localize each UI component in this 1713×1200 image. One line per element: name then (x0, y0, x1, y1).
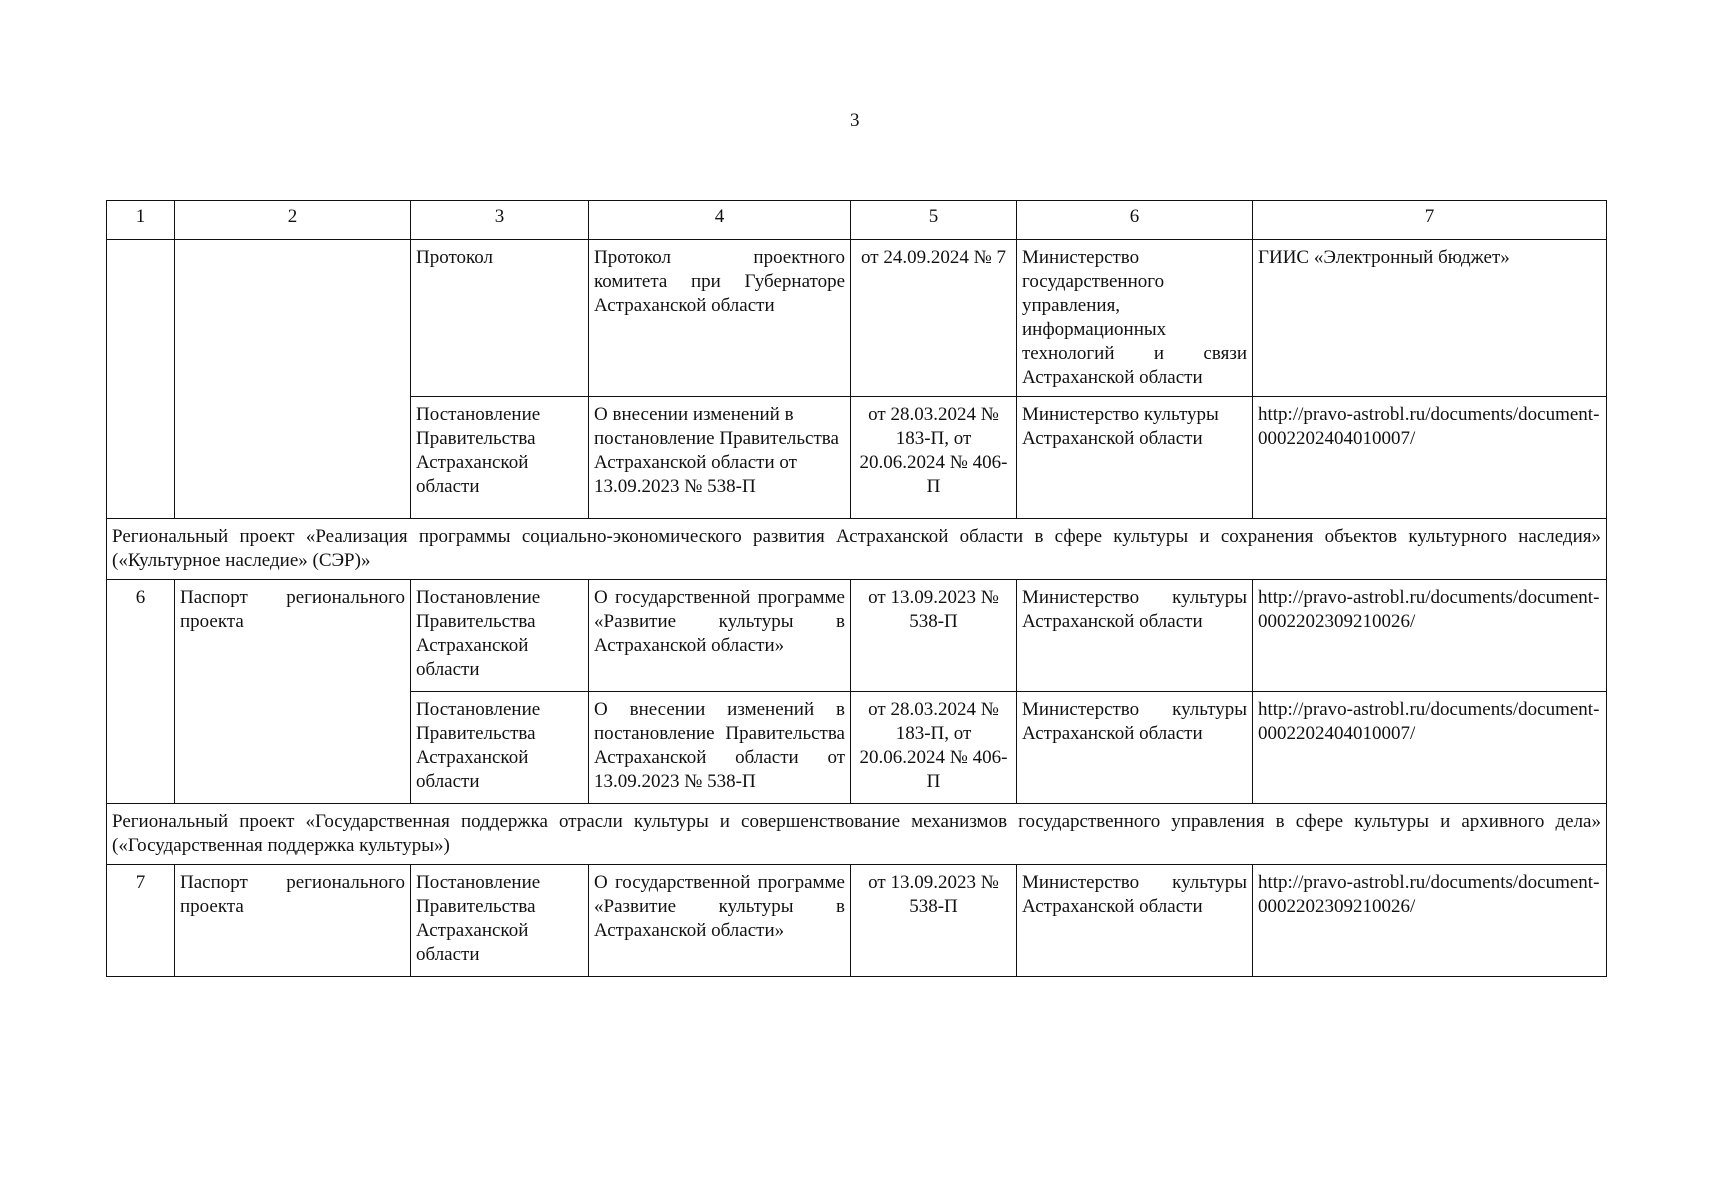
doc-date-cell: от 13.09.2023 № 538-П (851, 865, 1017, 977)
table-header-row (107, 201, 1607, 240)
num-cell: 7 (107, 865, 175, 977)
document-table (106, 200, 1607, 977)
doc-type-cell: Протокол (411, 240, 589, 397)
doc-name-cell: О государственной программе «Развитие культуры в Астраханской области» (589, 865, 851, 977)
source-link[interactable]: http://pravo-astrobl.ru/documents/document-0002202309210026/ (1253, 580, 1607, 692)
item-cell (175, 240, 411, 519)
num-cell: 6 (107, 580, 175, 804)
section-row (107, 519, 1607, 580)
num-cell (107, 240, 175, 519)
column-header: 5 (851, 201, 1017, 240)
doc-name-cell: О государственной программе «Развитие культуры в Астраханской области» (589, 580, 851, 692)
table-row (107, 580, 1607, 692)
organ-cell: Министерство культуры Астраханской области (1017, 692, 1253, 804)
doc-type-cell: Постановление Правительства Астраханской области (411, 865, 589, 977)
item-cell: Паспорт регионального проекта (175, 580, 411, 804)
source-link[interactable]: http://pravo-astrobl.ru/documents/document-0002202309210026/ (1253, 865, 1607, 977)
doc-date-cell: от 24.09.2024 № 7 (851, 240, 1017, 397)
section-title: Региональный проект «Реализация программы социально-экономического развития Астраханской области в сфере культуры и сохранения объектов культурного наследия» («Культурное наследие» (СЭР)» (107, 519, 1607, 580)
page-number: 3 (850, 110, 860, 131)
doc-name-cell: О внесении изменений в постановление Правительства Астраханской области от 13.09.2023 № 538-П (589, 397, 851, 519)
source-cell: ГИИС «Электронный бюджет» (1253, 240, 1607, 397)
column-header: 1 (107, 201, 175, 240)
column-header: 2 (175, 201, 411, 240)
table-row (107, 240, 1607, 397)
column-header: 4 (589, 201, 851, 240)
organ-cell: Министерство государственного управления, информационных технологий и связи Астраханской области (1017, 240, 1253, 397)
section-title: Региональный проект «Государственная поддержка отрасли культуры и совершенствование механизмов государственного управления в сфере культуры и архивного дела» («Государственная поддержка культуры») (107, 804, 1607, 865)
item-cell: Паспорт регионального проекта (175, 865, 411, 977)
table-row (107, 865, 1607, 977)
doc-date-cell: от 28.03.2024 № 183-П, от 20.06.2024 № 406-П (851, 397, 1017, 519)
doc-type-cell: Постановление Правительства Астраханской области (411, 397, 589, 519)
column-header: 6 (1017, 201, 1253, 240)
doc-type-cell: Постановление Правительства Астраханской области (411, 692, 589, 804)
doc-type-cell: Постановление Правительства Астраханской области (411, 580, 589, 692)
source-link[interactable]: http://pravo-astrobl.ru/documents/document-0002202404010007/ (1253, 692, 1607, 804)
doc-name-cell: Протокол проектного комитета при Губернаторе Астраханской области (589, 240, 851, 397)
organ-cell: Министерство культуры Астраханской области (1017, 580, 1253, 692)
doc-date-cell: от 28.03.2024 № 183-П, от 20.06.2024 № 406-П (851, 692, 1017, 804)
doc-date-cell: от 13.09.2023 № 538-П (851, 580, 1017, 692)
source-link[interactable]: http://pravo-astrobl.ru/documents/document-0002202404010007/ (1253, 397, 1607, 519)
organ-cell: Министерство культуры Астраханской области (1017, 865, 1253, 977)
organ-cell: Министерство культуры Астраханской области (1017, 397, 1253, 519)
column-header: 7 (1253, 201, 1607, 240)
column-header: 3 (411, 201, 589, 240)
section-row (107, 804, 1607, 865)
doc-name-cell: О внесении изменений в постановление Правительства Астраханской области от 13.09.2023 № 538-П (589, 692, 851, 804)
